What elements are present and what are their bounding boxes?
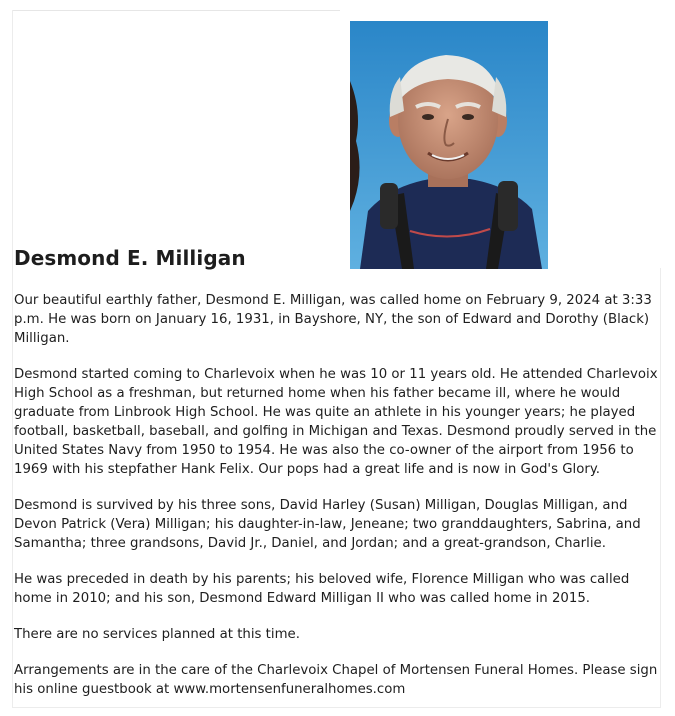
paragraph-life: Desmond started coming to Charlevoix when he was 10 or 11 years old. He attended Charlevoix High School as a freshman, but returned home when his father became ill, where he would graduate from Linbrook High School. He was quite an athlete in his younger years; he played football, basketball, baseball, and golfing in Michigan and Texas. Desmond proudly served in the United States Navy from 1950 to 1954. He was also the co-owner of the airport from 1956 to 1969 with his stepfather Hank Felix. Our pops had a great life and is now in God's Glory. [14, 367, 658, 477]
paragraph-death-birth: Our beautiful earthly father, Desmond E. Milligan, was called home on February 9, 2024 at 3:33 p.m. He was born on January 16, 1931, in Bayshore, NY, the son of Edward and Dorothy (Black) Milligan. [14, 293, 652, 346]
paragraph-services: There are no services planned at this time. [14, 627, 300, 642]
right-border [660, 268, 661, 708]
obituary-body [14, 291, 660, 716]
portrait-photo [350, 21, 548, 269]
deceased-name: Desmond E. Milligan [14, 246, 246, 270]
left-border [12, 10, 13, 708]
top-divider [12, 10, 340, 11]
paragraph-survived-by: Desmond is survived by his three sons, David Harley (Susan) Milligan, Douglas Milligan, and Devon Patrick (Vera) Milligan; his daughter-in-law, Jeneane; two granddaughters, Sabrina, and Samantha; three grandsons, David Jr., Daniel, and Jordan; and a great-grandson, Charlie. [14, 498, 641, 551]
paragraph-preceded-by: He was preceded in death by his parents; his beloved wife, Florence Milligan who was called home in 2010; and his son, Desmond Edward Milligan II who was called home in 2015. [14, 572, 630, 606]
paragraph-arrangements: Arrangements are in the care of the Charlevoix Chapel of Mortensen Funeral Homes. Please sign his online guestbook at www.mortensenfuneralhomes.com [14, 663, 658, 697]
